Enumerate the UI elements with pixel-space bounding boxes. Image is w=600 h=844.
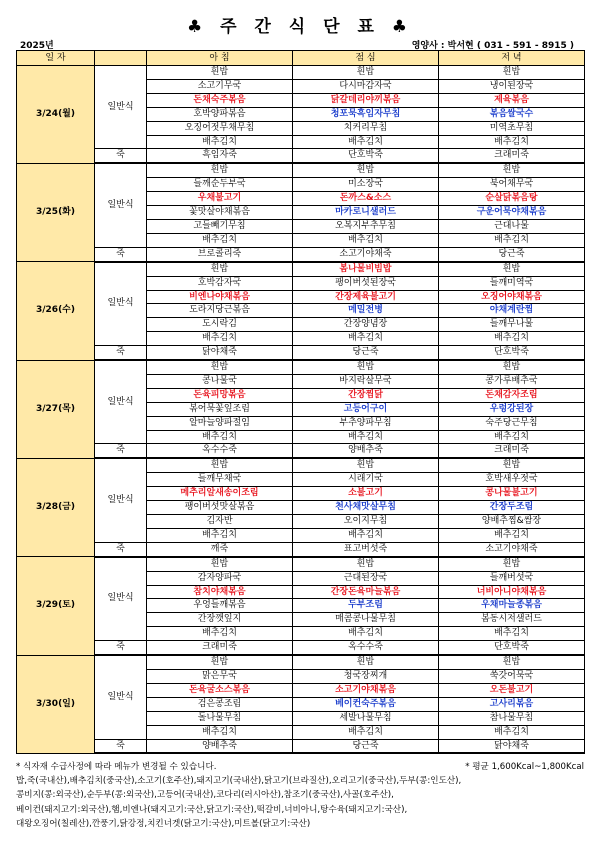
lunch-juk: 당근죽 [293,346,439,360]
dinner-item: 흰밥 [439,557,585,571]
lunch-item: 고등어구이 [293,402,439,416]
meal-type-juk: 죽 [95,641,147,655]
menu-row [17,360,585,374]
breakfast-item: 들깨무채국 [147,473,293,487]
dinner-item: 간장두조림 [439,501,585,515]
dinner-item: 우채마늘종볶음 [439,599,585,613]
dinner-item: 돈채감자조림 [439,388,585,402]
notice-text: * 식자재 수급사정에 따라 메뉴가 변경될 수 있습니다. [16,762,217,772]
dinner-juk: 단호박죽 [439,346,585,360]
juk-row [17,149,585,163]
lunch-item: 간장찜닭 [293,388,439,402]
breakfast-item: 호박감자국 [147,276,293,290]
dinner-juk: 크래미죽 [439,149,585,163]
meal-type-general: 일반식 [95,655,147,739]
lunch-item: 배추김치 [293,528,439,542]
breakfast-juk: 흑임자죽 [147,149,293,163]
dinner-item: 흰밥 [439,262,585,276]
juk-row [17,247,585,261]
year-label: 2025년 [20,41,54,51]
origin-line: 밥,죽(국내산),배추김치(중국산),소고기(호주산),돼지고기(국내산),닭고기(브라질산),오리고기(중국산),두부(콩:인도산), [16,776,462,787]
breakfast-item: 도시락김 [147,318,293,332]
origin-line: 베이컨(돼지고기:외국산),햄,비엔나(돼지고기:국산,닭고기:국산),떡갈비,너비아니,탕수육(돼지고기:국산), [16,804,408,815]
menu-row [17,66,585,80]
dinner-item: 들깨무나물 [439,318,585,332]
day-date: 3/25(화) [17,163,95,261]
meal-type-general: 일반식 [95,557,147,641]
meal-type-general: 일반식 [95,360,147,444]
breakfast-item: 배추김치 [147,430,293,444]
breakfast-item: 배추김치 [147,528,293,542]
meal-type-juk: 죽 [95,346,147,360]
lunch-item: 마카로니샐러드 [293,206,439,220]
juk-row [17,542,585,556]
lunch-item: 간장양념장 [293,318,439,332]
menu-row [17,458,585,472]
juk-row [17,346,585,360]
breakfast-item: 돈육피망볶음 [147,388,293,402]
breakfast-item: 콩나물국 [147,374,293,388]
dinner-item: 흰밥 [439,163,585,177]
breakfast-item: 돌나물무침 [147,711,293,725]
breakfast-item: 흰밥 [147,557,293,571]
lunch-item: 흰밥 [293,66,439,80]
lunch-juk: 양배추죽 [293,444,439,458]
lunch-item: 팽이버섯된장국 [293,276,439,290]
dinner-juk: 당근죽 [439,247,585,261]
breakfast-item: 소고기무국 [147,79,293,93]
origin-line: 콩비지(콩:외국산),순두부(콩:외국산),고등어(국내산),코다리(러시아산),참조기(중국산),사골(호주산), [16,790,394,801]
dinner-item: 콩가루배추국 [439,374,585,388]
lunch-item: 봄나물비빔밥 [293,262,439,276]
breakfast-juk: 크래미죽 [147,641,293,655]
header-date: 일 자 [17,51,95,66]
meal-type-general: 일반식 [95,458,147,542]
header-dinner: 저 녁 [439,51,585,66]
dinner-item: 제육볶음 [439,93,585,107]
breakfast-item: 배추김치 [147,135,293,149]
dinner-item: 들깨미역국 [439,276,585,290]
breakfast-item: 우채불고기 [147,192,293,206]
meal-type-general: 일반식 [95,163,147,247]
breakfast-item: 들깨순두부국 [147,178,293,192]
meal-type-juk: 죽 [95,149,147,163]
dinner-item: 숙주당근무침 [439,416,585,430]
dinner-item: 우렁강된장 [439,402,585,416]
breakfast-item: 배추김치 [147,627,293,641]
dinner-juk: 크래미죽 [439,444,585,458]
lunch-item: 흰밥 [293,360,439,374]
dinner-item: 구운어묵야채볶음 [439,206,585,220]
lunch-item: 배추김치 [293,430,439,444]
dinner-item: 냉이된장국 [439,79,585,93]
breakfast-item: 흰밥 [147,66,293,80]
breakfast-item: 감자양파국 [147,571,293,585]
lunch-juk: 표고버섯죽 [293,542,439,556]
footer-notice-row [16,760,584,774]
lunch-item: 부추양파무침 [293,416,439,430]
day-date: 3/26(수) [17,262,95,360]
nutritionist-contact: 영양사 : 박서현 ( 031 - 591 - 8915 ) [411,41,574,51]
dinner-item: 배추김치 [439,725,585,739]
lunch-item: 세발나물무침 [293,711,439,725]
breakfast-item: 메추리알새송이조림 [147,487,293,501]
lunch-item: 간장돈육마늘볶음 [293,585,439,599]
dinner-item: 흰밥 [439,655,585,669]
breakfast-item: 도라지당근볶음 [147,304,293,318]
dinner-item: 콩나물불고기 [439,487,585,501]
breakfast-item: 흰밥 [147,163,293,177]
dinner-item: 야채계란찜 [439,304,585,318]
breakfast-item: 오징어젓무채무침 [147,121,293,135]
lunch-juk: 단호박죽 [293,149,439,163]
dinner-item: 순살닭볶음탕 [439,192,585,206]
lunch-item: 청포묵흑임자무침 [293,107,439,121]
breakfast-item: 꽃맛살야채볶음 [147,206,293,220]
lunch-item: 돈까스&소스 [293,192,439,206]
meal-type-general: 일반식 [95,66,147,149]
dinner-item: 근대나물 [439,219,585,233]
header-breakfast: 아 침 [147,51,293,66]
lunch-item: 시래기국 [293,473,439,487]
breakfast-item: 흰밥 [147,360,293,374]
dinner-item: 배추김치 [439,627,585,641]
lunch-item: 치커리무침 [293,121,439,135]
lunch-item: 천사채맛살무침 [293,501,439,515]
lunch-item: 간장제육불고기 [293,290,439,304]
lunch-juk: 당근죽 [293,739,439,753]
lunch-item: 흰밥 [293,557,439,571]
breakfast-item: 흰밥 [147,655,293,669]
lunch-item: 흰밥 [293,655,439,669]
dinner-juk: 단호박죽 [439,641,585,655]
dinner-item: 들깨버섯국 [439,571,585,585]
header-lunch: 점 심 [293,51,439,66]
breakfast-item: 흰밥 [147,458,293,472]
dinner-item: 봄동시저샐러드 [439,613,585,627]
juk-row [17,641,585,655]
dinner-item: 쑥갓어묵국 [439,669,585,683]
day-date: 3/27(목) [17,360,95,458]
menu-row [17,557,585,571]
table-header-row [17,51,585,66]
lunch-juk: 옥수수죽 [293,641,439,655]
dinner-item: 북어채무국 [439,178,585,192]
dinner-item: 참나물무침 [439,711,585,725]
lunch-item: 흰밥 [293,458,439,472]
lunch-item: 배추김치 [293,627,439,641]
dinner-item: 배추김치 [439,430,585,444]
dinner-item: 너비아니야채볶음 [439,585,585,599]
juk-row [17,444,585,458]
lunch-item: 근대된장국 [293,571,439,585]
lunch-item: 배추김치 [293,233,439,247]
breakfast-item: 배추김치 [147,332,293,346]
breakfast-juk: 양배추죽 [147,739,293,753]
dinner-item: 호박새우젓국 [439,473,585,487]
breakfast-item: 호박양파볶음 [147,107,293,121]
dinner-item: 배추김치 [439,233,585,247]
menu-body [17,66,585,754]
breakfast-item: 맑은무국 [147,669,293,683]
dinner-item: 오돈불고기 [439,683,585,697]
breakfast-item: 검은콩조림 [147,697,293,711]
day-date: 3/30(일) [17,655,95,753]
lunch-juk: 소고기야채죽 [293,247,439,261]
lunch-item: 청국장찌개 [293,669,439,683]
dinner-juk: 소고기야채죽 [439,542,585,556]
menu-row [17,163,585,177]
breakfast-item: 간장깻잎지 [147,613,293,627]
lunch-item: 베이컨숙주볶음 [293,697,439,711]
dinner-item: 배추김치 [439,528,585,542]
breakfast-item: 배추김치 [147,725,293,739]
breakfast-juk: 옥수수죽 [147,444,293,458]
lunch-item: 소고기야채볶음 [293,683,439,697]
lunch-item: 두부조림 [293,599,439,613]
dinner-item: 흰밥 [439,360,585,374]
breakfast-item: 볶어묵꽃잎조림 [147,402,293,416]
menu-row [17,655,585,669]
dinner-item: 오징어야채볶음 [439,290,585,304]
breakfast-item: 팽이버섯맛살볶음 [147,501,293,515]
dinner-item: 흰밥 [439,458,585,472]
day-date: 3/24(월) [17,66,95,164]
lunch-item: 배추김치 [293,332,439,346]
dinner-item: 배추김치 [439,135,585,149]
lunch-item: 흰밥 [293,163,439,177]
weekly-menu-table [16,50,585,754]
breakfast-item: 돈육굴소스볶음 [147,683,293,697]
dinner-item: 양배추찜&쌈장 [439,515,585,529]
lunch-item: 다시마감자국 [293,79,439,93]
breakfast-item: 알마늘양파절임 [147,416,293,430]
breakfast-item: 비엔나야채볶음 [147,290,293,304]
breakfast-item: 김자반 [147,515,293,529]
meal-type-general: 일반식 [95,262,147,346]
juk-row [17,739,585,753]
lunch-item: 소불고기 [293,487,439,501]
day-date: 3/28(금) [17,458,95,556]
calorie-text: * 평균 1,600Kcal~1,800Kcal [465,762,584,772]
meal-type-juk: 죽 [95,542,147,556]
dinner-item: 고사리볶음 [439,697,585,711]
day-date: 3/29(토) [17,557,95,655]
lunch-item: 배추김치 [293,135,439,149]
breakfast-item: 배추김치 [147,233,293,247]
origin-line: 대왕오징어(칠레산),깐풍기,닭강정,치킨너겟(닭고기:국산),미트볼(닭고기:국산) [16,818,311,829]
breakfast-item: 고들빼기무침 [147,219,293,233]
lunch-item: 메밀전병 [293,304,439,318]
lunch-item: 매콤콩나물무침 [293,613,439,627]
lunch-item: 오복지부추무침 [293,219,439,233]
lunch-item: 오이지무침 [293,515,439,529]
breakfast-juk: 브로콜리죽 [147,247,293,261]
breakfast-juk: 깨죽 [147,542,293,556]
page-title: ♣ 주 간 식 단 표 ♣ [186,17,414,37]
breakfast-item: 돈채숙주볶음 [147,93,293,107]
lunch-item: 바지락살무국 [293,374,439,388]
lunch-item: 미소장국 [293,178,439,192]
dinner-item: 흰밥 [439,66,585,80]
meal-type-juk: 죽 [95,444,147,458]
lunch-item: 배추김치 [293,725,439,739]
header-type [95,51,147,66]
breakfast-item: 참치야채볶음 [147,585,293,599]
menu-row [17,262,585,276]
footer [16,760,584,831]
dinner-item: 배추김치 [439,332,585,346]
breakfast-item: 흰밥 [147,262,293,276]
breakfast-item: 우엉들깨볶음 [147,599,293,613]
dinner-juk: 닭야채죽 [439,739,585,753]
meal-type-juk: 죽 [95,247,147,261]
dinner-item: 볶음쌀국수 [439,107,585,121]
dinner-item: 미역초무침 [439,121,585,135]
breakfast-juk: 닭야채죽 [147,346,293,360]
meal-type-juk: 죽 [95,739,147,753]
lunch-item: 닭갈데리야끼볶음 [293,93,439,107]
